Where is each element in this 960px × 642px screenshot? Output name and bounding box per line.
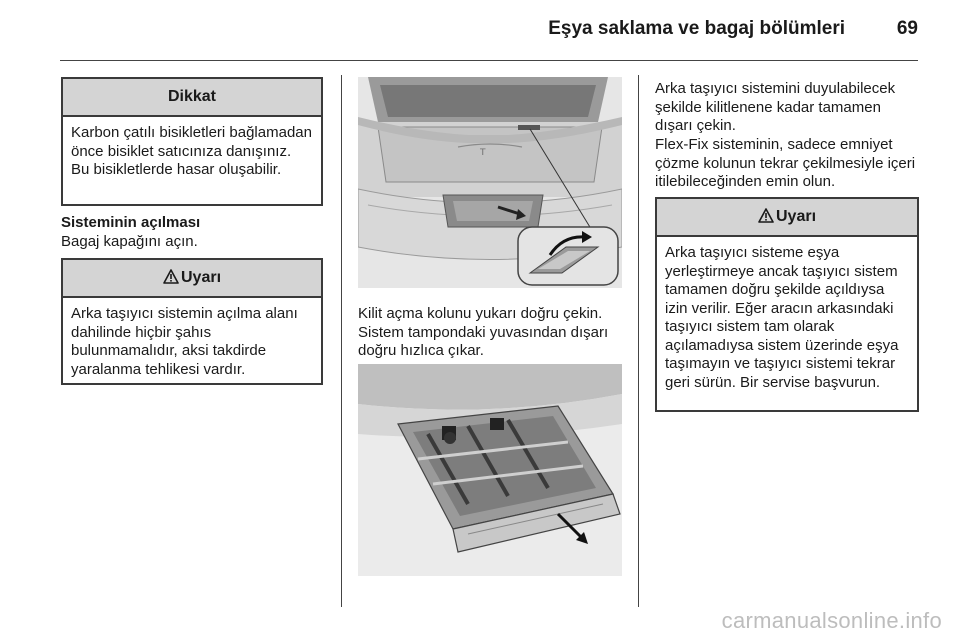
caution-box-text: Karbon çatılı bisikletleri bağlamadan önce bisiklet satıcınıza danışınız. Bu bisikletlerde hasar oluşabilir. xyxy=(71,124,312,178)
page-number: 69 xyxy=(896,18,918,39)
warning-box-left-heading xyxy=(63,260,321,298)
page-header xyxy=(0,0,960,62)
header-divider xyxy=(60,60,918,61)
watermark: carmanualsonline.info xyxy=(721,608,942,633)
figure-bumper-release-lever xyxy=(358,77,622,288)
warning-box-left-text: Arka taşıyıcı sistemin açılma alanı dahilinde hiçbir şahıs bulunmamalıdır, aksi takdirde yaralanma tehlikesi vardır. xyxy=(71,305,298,378)
warning-box-right-heading xyxy=(657,199,917,237)
figure-carrier-extended xyxy=(358,364,622,576)
section-heading: Sisteminin açılması xyxy=(61,214,201,231)
warning-triangle-icon xyxy=(163,269,179,284)
section-block xyxy=(61,214,323,251)
right-paragraph-1: Arka taşıyıcı sistemini duyulabilecek şekilde kilitlenene kadar tamamen dışarı çekin. xyxy=(655,80,896,134)
column-divider-right xyxy=(638,75,639,607)
column-divider-left xyxy=(341,75,342,607)
warning-triangle-icon xyxy=(758,208,774,223)
figure-caption: Kilit açma kolunu yukarı doğru çekin. Sistem tampondaki yuvasından dışarı doğru hızlıca çıkar. xyxy=(358,305,609,359)
caution-box-heading: Dikkat xyxy=(63,79,321,117)
caution-box xyxy=(61,77,323,206)
warning-box-right-label: Uyarı xyxy=(775,208,817,225)
warning-box-left-label: Uyarı xyxy=(180,269,222,286)
warning-box-right xyxy=(655,197,919,412)
svg-text:T: T xyxy=(480,148,486,158)
section-text: Bagaj kapağını açın. xyxy=(61,232,198,250)
page-title: Eşya saklama ve bagaj bölümleri xyxy=(548,18,845,39)
right-paragraph-2: Flex-Fix sisteminin, sadece emniyet çözme kolunun tekrar çekilmesiyle içeri itilebileceğinden emin olun. xyxy=(655,136,916,190)
carrier-illustration xyxy=(358,364,622,576)
warning-box-left xyxy=(61,258,323,385)
bumper-illustration xyxy=(358,77,622,288)
warning-box-right-text: Arka taşıyıcı sisteme eşya yerleştirmeye ancak taşıyıcı sistem tamamen doğru şekilde açıldıysa izin verilir. Eğer aracın arkasındaki taşıyıcı sistem tam olarak açılamadıysa sistem üzerinde eşya taşımayın ve taşıyıcı sistemi tekrar geri sürün. Bir servise başvurun. xyxy=(665,244,899,391)
